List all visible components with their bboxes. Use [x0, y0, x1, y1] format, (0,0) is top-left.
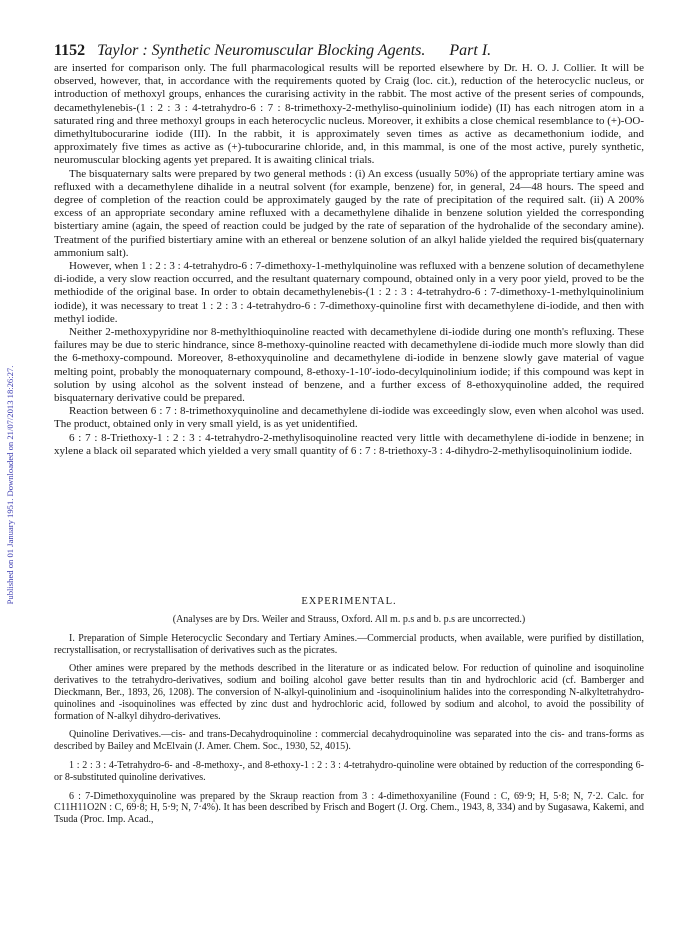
- experimental-paragraph-4: 1 : 2 : 3 : 4-Tetrahydro-6- and -8-methoxy-, and 8-ethoxy-1 : 2 : 3 : 4-tetrahydro-quinoline were obtained by reduction of the corresponding 6- or 8-substituted quinoline derivatives.: [54, 759, 644, 783]
- experimental-section: [54, 614, 644, 833]
- download-notice: [2, 250, 18, 720]
- paragraph-3: However, when 1 : 2 : 3 : 4-tetrahydro-6 : 7-dimethoxy-1-methylquinoline was refluxed with a benzene solution of decamethylene di-iodide, a very slow reaction occurred, and the resultant quaternary compound, obtained only in a very poor yield, proved to be the methiodide of the original base. In order to obtain decamethylenebis-(1 : 2 : 3 : 4-tetrahydro-6 : 7-dimethoxy-1-methylquinolinium iodide), it was necessary to treat 1 : 2 : 3 : 4-tetrahydro-6 : 7-dimethoxy-quinoline first with decamethylene di-iodide, and then with methyl iodide.: [54, 260, 644, 325]
- experimental-paragraph-3: Quinoline Derivatives.—cis- and trans-Decahydroquinoline : commercial decahydroquinoline was separated into the cis- and trans-forms as described by Bailey and McElvain (J. Amer. Chem. Soc., 1930, 52, 4015).: [54, 729, 644, 753]
- page-number: 1152: [54, 42, 86, 59]
- paragraph-1: are inserted for comparison only. The full pharmacological results will be reported elsewhere by Dr. H. O. J. Collier. It will be observed, however, that, in accordance with the requirements quoted by Craig (loc. cit.), reduction of the heterocyclic nucleus, or introduction of methoxyl groups, enhances the curarising activity in the rabbit. The most active of the present series of compounds, decamethylenebis-(1 : 2 : 3 : 4-tetrahydro-6 : 7 : 8-trimethoxy-2-methyliso-quinolinium iodide) (II) has each nitrogen atom in a saturated ring and three methoxyl groups in each heterocyclic nucleus. Moreover, it exhibits a close chemical resemblance to (+)-OO-dimethyltubocurarine iodide (III). In the rabbit, it is approximately seven times as active as decamethonium iodide, and approximately five times as active as (+)-tubocurarine chloride, and, in this mammal, is one of the most active, purely synthetic, neuromuscular blocking agents yet prepared. It is awaiting clinical trials.: [54, 62, 644, 167]
- running-header: [54, 42, 644, 60]
- experimental-heading: [54, 596, 644, 607]
- paragraph-2: The bisquaternary salts were prepared by two general methods : (i) An excess (usually 50%) of the appropriate tertiary amine was refluxed with a decamethylene dihalide in a neutral solvent (for example, benzene) for, in general, 24—48 hours. The speed and degree of completion of the reaction could be approximately gauged by the rate of precipitation of the required salt. (ii) A 200% excess of an appropriate secondary amine refluxed with a decamethylene dihalide in benzene solution yielded the corresponding bistertiary amine (again, the speed of reaction could be judged by the rate of separation of the hydrohalide of the secondary amine). Treatment of the purified bistertiary amine with an ethereal or benzene solution of an alkyl halide yielded the required bis(quaternary ammonium salt).: [54, 167, 644, 259]
- paragraph-5: Reaction between 6 : 7 : 8-trimethoxyquinoline and decamethylene di-iodide was exceedingly slow, even when alcohol was used. The product, obtained only in very small yield, is as yet unidentified.: [54, 405, 644, 431]
- part-label: Part I.: [449, 42, 492, 59]
- experimental-paragraph-2: Other amines were prepared by the methods described in the literature or as indicated below. For reduction of quinoline and isoquinoline derivatives to the tetrahydro-derivatives, sodium and boiling alcohol gave better results than tin and hydrochloric acid (cf. Bamberger and Dieckmann, Ber., 1893, 26, 1208). The conversion of N-alkyl-quinolinium and -isoquinolinium halides into the corresponding N-alkyltetrahydro-quinolines and -isoquinolines was effected by zinc dust and hydrochloric acid, followed by sodium and alcohol, to avoid the possibility of formation of N-alkyl dihydro-derivatives.: [54, 663, 644, 722]
- paragraph-4: Neither 2-methoxypyridine nor 8-methylthioquinoline reacted with decamethylene di-iodide during one month's refluxing. These failures may be due to steric hindrance, since 8-methoxy-quinoline reacted with decamethylene di-iodide much more slowly than did the 6-methoxy-compound. Moreover, 8-ethoxyquinoline and decamethylene di-iodide in benzene slowly gave material of vague melting point, probably the monoquaternary compound, 8-ethoxy-1-10′-iodo-decylquinolinium iodide; if this compound was kept in solution by using alcohol as the solvent instead of benzene, and a further excess of 8-ethoxyquinoline added, the required bisquaternary derivative could be prepared.: [54, 326, 644, 405]
- experimental-heading-text: EXPERIMENTAL.: [301, 596, 397, 607]
- experimental-paragraph-1: I. Preparation of Simple Heterocyclic Secondary and Tertiary Amines.—Commercial products, when available, were purified by distillation, recrystallisation, or recrystallisation of derivatives such as the picrates.: [54, 632, 644, 656]
- author-name: Taylor :: [97, 42, 148, 59]
- paragraph-6: 6 : 7 : 8-Triethoxy-1 : 2 : 3 : 4-tetrahydro-2-methylisoquinoline reacted very little with decamethylene di-iodide in benzene; in xylene a black oil separated which yielded a very small quantity of 6 : 7 : 8-triethoxy-3 : 4-dihydro-2-methylisoquinolinium iodide.: [54, 431, 644, 457]
- body-text: [54, 62, 644, 458]
- download-notice-text: Published on 01 January 1951. Downloaded on 21/07/2013 18:26:27.: [5, 365, 15, 605]
- experimental-paragraph-5: 6 : 7-Dimethoxyquinoline was prepared by the Skraup reaction from 3 : 4-dimethoxyaniline (Found : C, 69·9; H, 5·8; N, 7·2. Calc. for C11H11O2N : C, 69·8; H, 5·9; N, 7·4%). It has been described by Frisch and Bogert (J. Org. Chem., 1943, 8, 334) and by Sugasawa, Kakemi, and Tsuda (Proc. Imp. Acad.,: [54, 790, 644, 826]
- article-title: Synthetic Neuromuscular Blocking Agents.: [151, 42, 426, 59]
- analyses-note: (Analyses are by Drs. Weiler and Strauss, Oxford. All m. p.s and b. p.s are uncorrected.): [172, 614, 526, 625]
